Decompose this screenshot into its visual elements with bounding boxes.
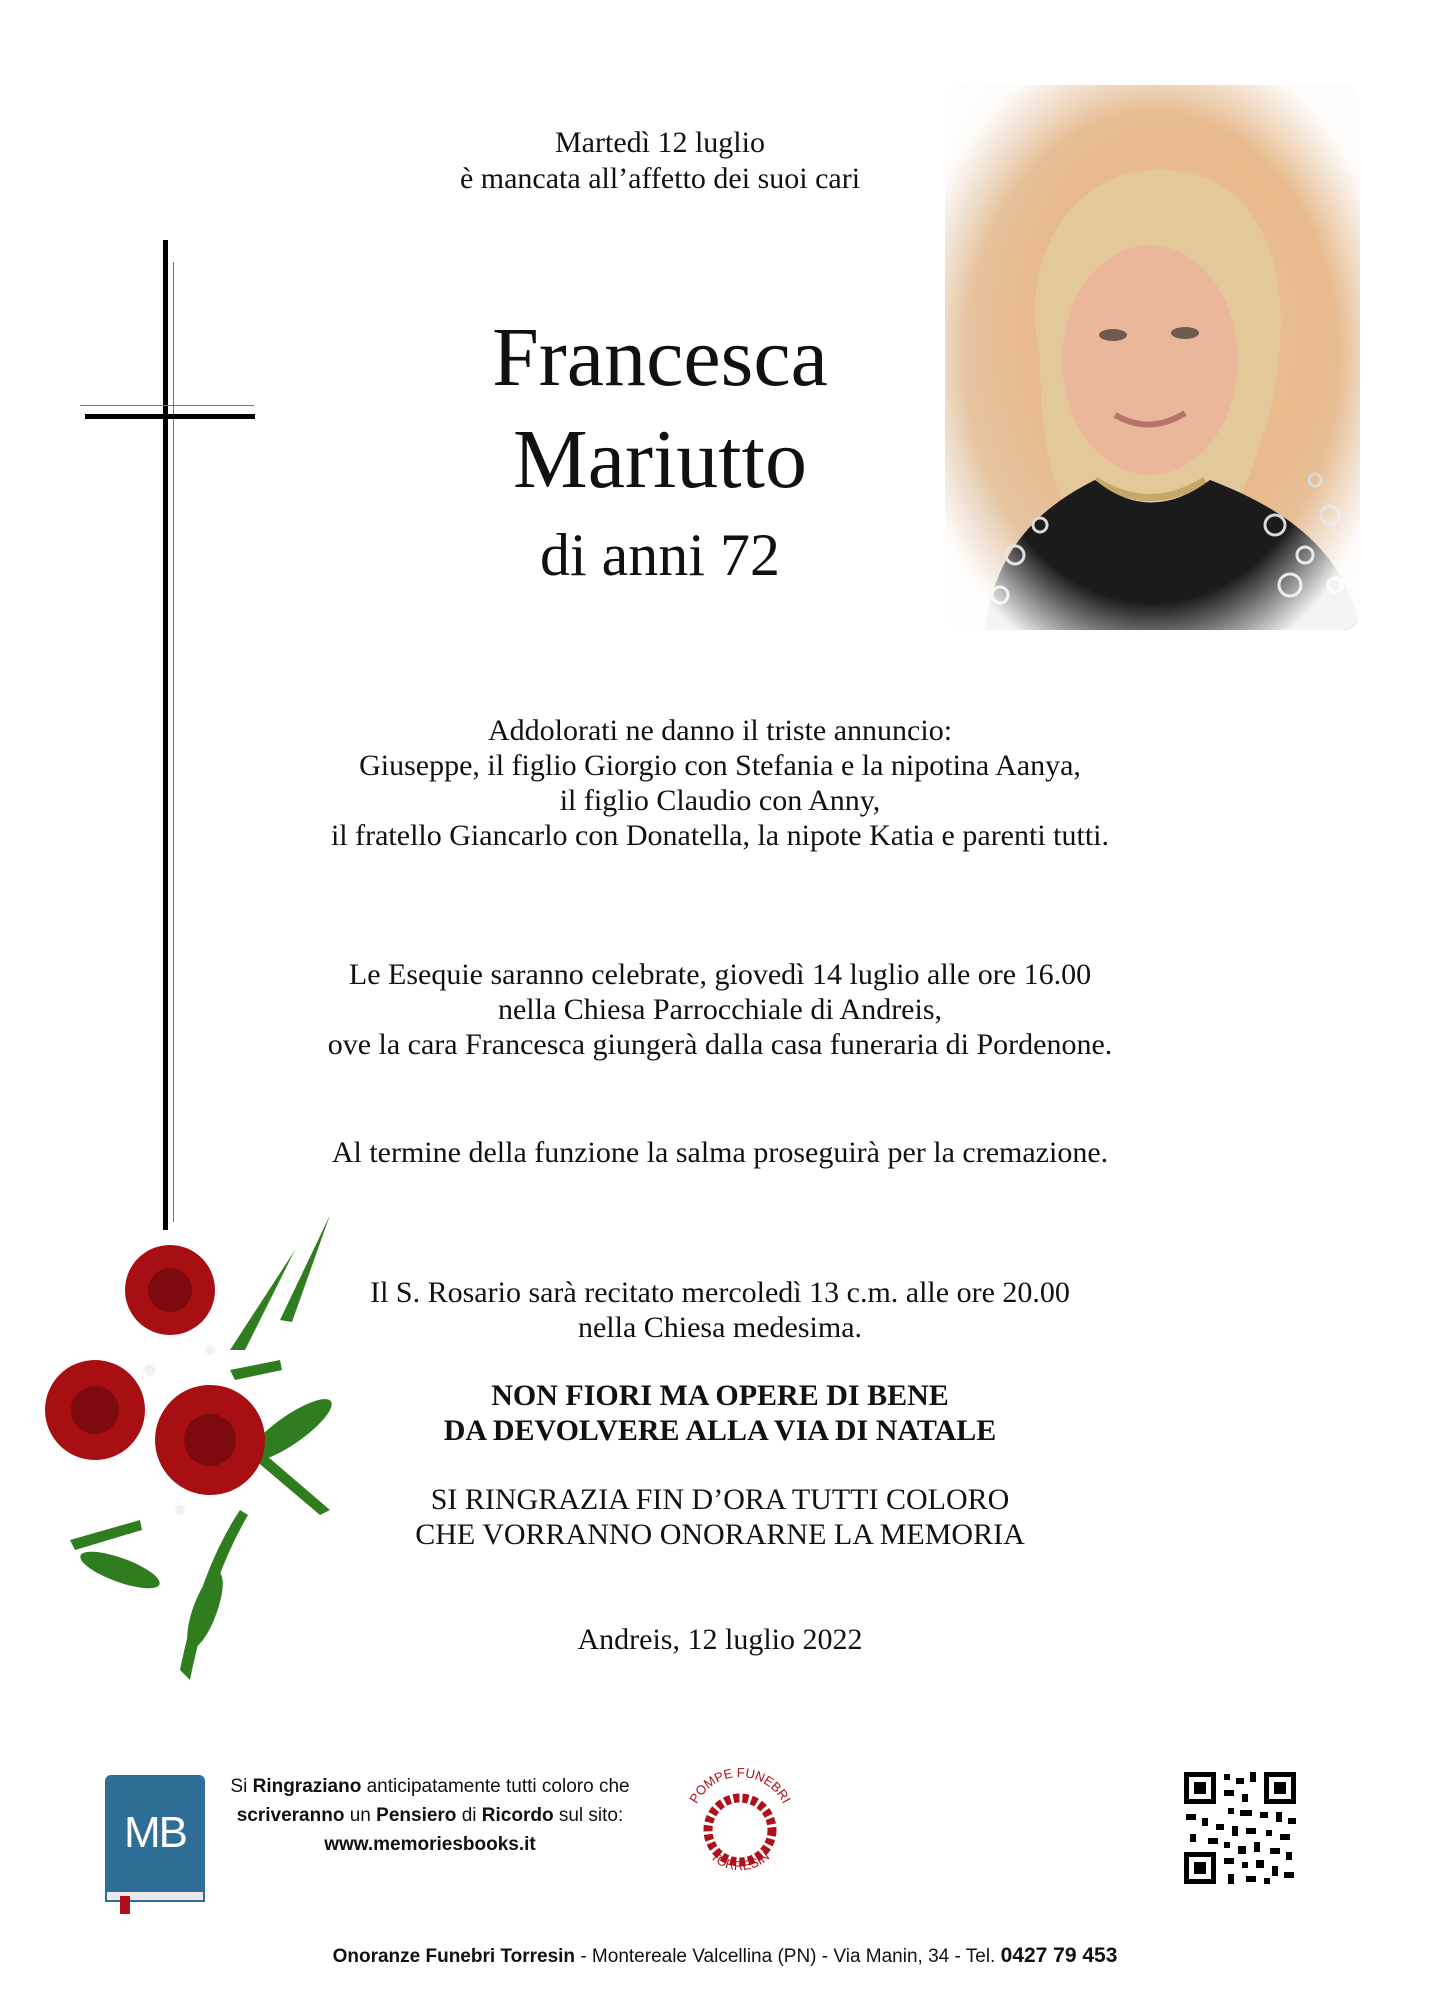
rosary-paragraph bbox=[240, 1275, 1200, 1345]
announce-line: il figlio Claudio con Anny, bbox=[559, 784, 881, 817]
cross-icon bbox=[60, 240, 270, 1230]
svg-text:POMPE FUNEBRI bbox=[686, 1765, 794, 1806]
announcement-paragraph bbox=[240, 713, 1200, 853]
first-name: Francesca bbox=[492, 311, 828, 404]
svg-text:TORRESIN bbox=[708, 1848, 772, 1873]
mb-line-1: Si Ringraziano anticipatamente tutti coloro che bbox=[230, 1776, 630, 1797]
no-flowers-notice bbox=[240, 1378, 1200, 1448]
contact-phone[interactable]: 0427 79 453 bbox=[1000, 1944, 1118, 1967]
place-date: Andreis, 12 luglio 2022 bbox=[577, 1623, 863, 1656]
contact-address: - Montereale Valcellina (PN) - Via Manin, 34 - Tel. bbox=[575, 1946, 1001, 1967]
intro-line: è mancata all’affetto dei suoi cari bbox=[459, 162, 861, 195]
mb-text-block bbox=[215, 1772, 645, 1859]
funeral-line: nella Chiesa Parrocchiale di Andreis, bbox=[497, 993, 943, 1026]
roses-bouquet-icon bbox=[30, 1210, 350, 1710]
mb-logo bbox=[105, 1775, 205, 1890]
announce-line: il fratello Giancarlo con Donatella, la nipote Katia e parenti tutti. bbox=[330, 819, 1110, 852]
age-line: di anni 72 bbox=[540, 522, 780, 588]
qr-code-icon[interactable] bbox=[1180, 1768, 1300, 1888]
no-flowers-line: NON FIORI MA OPERE DI BENE bbox=[491, 1379, 949, 1412]
mb-line-2: scriveranno un Pensiero di Ricordo sul sito: bbox=[236, 1805, 624, 1826]
cremation-line: Al termine della funzione la salma proseguirà per la cremazione. bbox=[331, 1136, 1109, 1169]
last-name: Mariutto bbox=[513, 413, 807, 506]
funeral-line: Le Esequie saranno celebrate, giovedì 14 luglio alle ore 16.00 bbox=[348, 958, 1092, 991]
torresin-logo bbox=[670, 1755, 810, 1895]
thanks-line: SI RINGRAZIA FIN D’ORA TUTTI COLORO bbox=[430, 1483, 1010, 1516]
rosary-line: nella Chiesa medesima. bbox=[577, 1311, 863, 1344]
rosary-line: Il S. Rosario sarà recitato mercoledì 13 c.m. alle ore 20.00 bbox=[370, 1276, 1070, 1309]
announce-line: Giuseppe, il figlio Giorgio con Stefania e la nipotina Aanya, bbox=[359, 749, 1081, 782]
torresin-top-text: POMPE FUNEBRI bbox=[686, 1764, 794, 1806]
announce-line: Addolorati ne danno il triste annuncio: bbox=[487, 714, 953, 747]
mb-logo-text: MB bbox=[124, 1808, 186, 1857]
funeral-line: ove la cara Francesca giungerà dalla casa funeraria di Pordenone. bbox=[327, 1028, 1113, 1061]
torresin-bottom-text: TORRESIN bbox=[707, 1848, 773, 1874]
no-flowers-line: DA DEVOLVERE ALLA VIA DI NATALE bbox=[443, 1414, 997, 1447]
portrait-photo bbox=[945, 85, 1360, 630]
contact-name: Onoranze Funebri Torresin bbox=[332, 1946, 576, 1967]
contact-line bbox=[150, 1943, 1300, 1970]
thanks-line: CHE VORRANNO ONORARNE LA MEMORIA bbox=[415, 1518, 1025, 1551]
intro-block bbox=[400, 125, 920, 197]
thanks-notice bbox=[240, 1482, 1200, 1552]
funeral-paragraph bbox=[240, 957, 1200, 1062]
mb-url[interactable]: www.memoriesbooks.it bbox=[324, 1834, 536, 1855]
date-line: Martedì 12 luglio bbox=[555, 126, 765, 159]
